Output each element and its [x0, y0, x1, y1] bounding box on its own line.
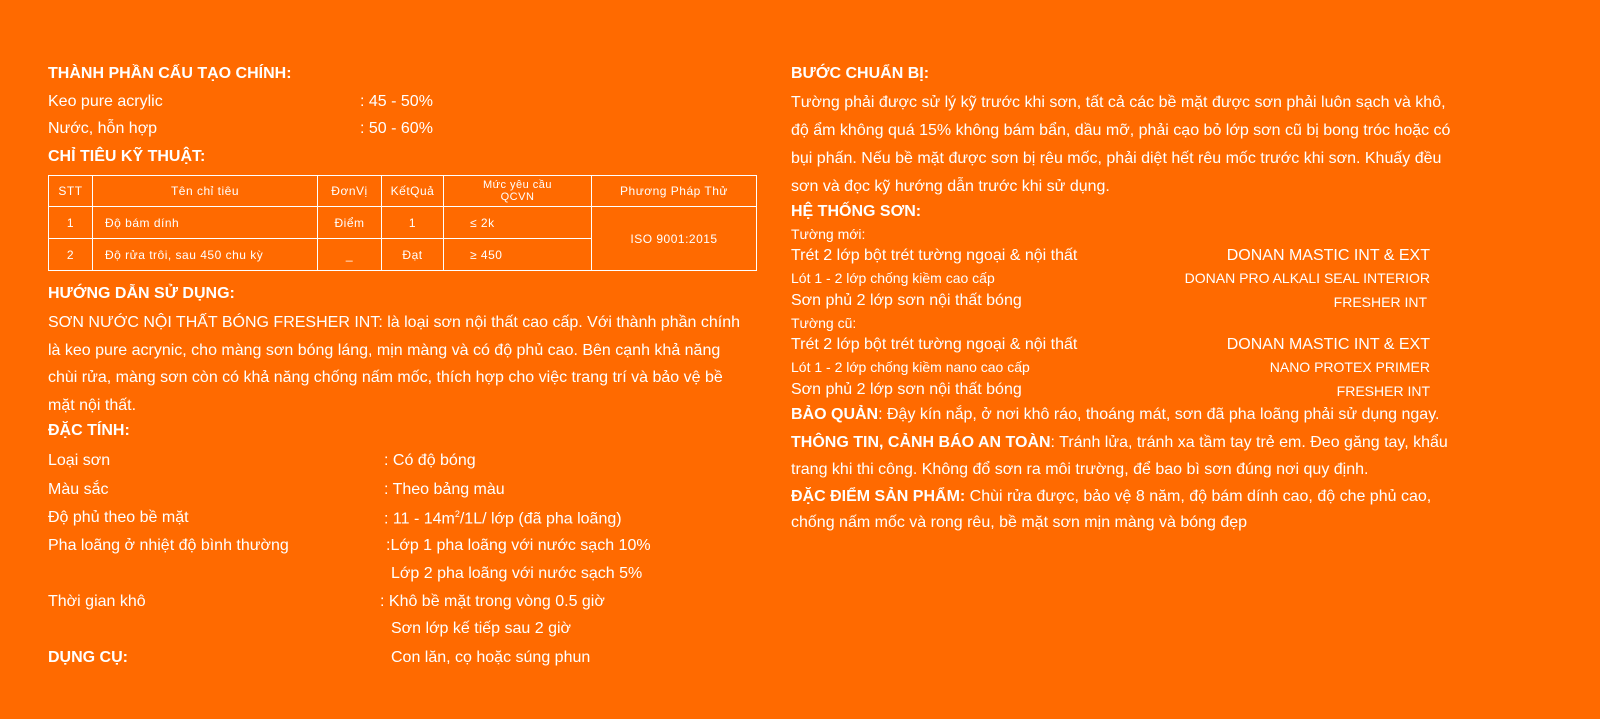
system-title: HỆ THỐNG SƠN:	[791, 203, 922, 220]
cell-unit: Điểm	[318, 207, 382, 239]
table-header-row	[49, 176, 757, 207]
safety-title: THÔNG TIN, CẢNH BÁO AN TOÀN	[791, 434, 1051, 451]
usage-text	[48, 309, 740, 419]
coverage-suffix: /1L/ lớp (đã pha loãng)	[459, 510, 622, 528]
table-row	[49, 207, 757, 239]
header-requirement	[444, 176, 592, 207]
header-requirement-line2: QCVN	[500, 191, 535, 203]
drying-value-2: Sơn lớp kế tiếp sau 2 giờ	[391, 620, 572, 637]
composition-label: Keo pure acrylic	[48, 93, 163, 110]
preparation-line: Tường phải được sử lý kỹ trước khi sơn, tất cả các bề mặt được sơn phải luôn sạch và khô,	[791, 94, 1446, 111]
old-step: Lót 1 - 2 lớp chống kiềm nano cao cấp	[791, 359, 1030, 375]
drying-label: Thời gian khô	[48, 593, 146, 610]
color-label: Màu sắc	[48, 481, 109, 498]
usage-title: HƯỚNG DẪN SỬ DỤNG:	[48, 285, 235, 302]
tools-value: Con lăn, cọ hoặc súng phun	[391, 649, 591, 666]
old-step-product: NANO PROTEX PRIMER	[1269, 359, 1430, 375]
preparation-title: BƯỚC CHUẨN BỊ:	[791, 65, 930, 82]
old-step-product: FRESHER INT	[1336, 383, 1430, 399]
technical-spec-table	[48, 175, 757, 271]
safety-text: : Tránh lửa, tránh xa tầm tay trẻ em. Đeo găng tay, khẩu	[1050, 434, 1448, 451]
cell-name: Độ bám dính	[93, 207, 318, 239]
thinning-value-1: :Lớp 1 pha loãng với nước sạch 10%	[386, 537, 651, 554]
paint-type-value: : Có độ bóng	[384, 452, 476, 469]
thinning-label: Pha loãng ở nhiệt độ bình thường	[48, 537, 289, 554]
storage-line	[791, 406, 1439, 424]
new-step-product: DONAN PRO ALKALI SEAL INTERIOR	[1184, 270, 1430, 286]
cell-stt: 2	[49, 239, 93, 271]
old-wall-label: Tường cũ:	[791, 315, 857, 331]
cell-method: ISO 9001:2015	[592, 207, 757, 271]
new-step-product: FRESHER INT	[1333, 294, 1427, 310]
new-step: Lót 1 - 2 lớp chống kiềm cao cấp	[791, 270, 995, 286]
header-name: Tên chỉ tiêu	[93, 176, 318, 207]
usage-line: SƠN NƯỚC NỘI THẤT BÓNG FRESHER INT: là loại sơn nội thất cao cấp. Với thành phần chính	[48, 314, 740, 331]
composition-label: Nước, hỗn hợp	[48, 120, 158, 137]
header-stt: STT	[49, 176, 93, 207]
features-line	[791, 488, 1431, 506]
preparation-line: sơn và đọc kỹ hướng dẫn trước khi sử dụng.	[791, 178, 1110, 195]
cell-unit: _	[318, 239, 382, 271]
tools-title: DỤNG CỤ:	[48, 649, 128, 666]
preparation-line: độ ẩm không quá 15% không bám bẩn, dầu mỡ, phải cạo bỏ lớp sơn cũ bị bong tróc hoặc có	[791, 122, 1451, 139]
technical-title: CHỈ TIÊU KỸ THUẬT:	[48, 148, 206, 165]
header-requirement-line1: Mức yêu cầu	[482, 179, 553, 191]
storage-text: : Đậy kín nắp, ở nơi khô ráo, thoáng mát, sơn đã pha loãng phải sử dụng ngay.	[878, 406, 1440, 423]
cell-result: Đạt	[382, 239, 444, 271]
features-text: Chùi rửa được, bảo vệ 8 năm, độ bám dính cao, độ che phủ cao,	[965, 488, 1432, 505]
header-result: KếtQuả	[382, 176, 444, 207]
safety-line	[791, 434, 1448, 452]
paint-type-label: Loại sơn	[48, 452, 111, 469]
properties-title: ĐẶC TÍNH:	[48, 422, 130, 439]
header-method: Phương Pháp Thử	[592, 176, 757, 207]
usage-line: mặt nội thất.	[48, 396, 137, 414]
drying-value-1: : Khô bề mặt trong vòng 0.5 giờ	[380, 593, 605, 610]
composition-title: THÀNH PHẦN CẤU TẠO CHÍNH:	[48, 65, 292, 82]
coverage-value	[384, 509, 622, 528]
old-step: Trét 2 lớp bột trét tường ngoại & nội thất	[791, 336, 1078, 353]
coverage-superscript: 2	[454, 509, 460, 519]
new-step: Sơn phủ 2 lớp sơn nội thất bóng	[791, 292, 1022, 309]
usage-line: chùi rửa, màng sơn còn có khả năng chống nấm mốc, thích hợp cho việc trang trí và bảo vệ bề	[48, 369, 723, 386]
usage-line: là keo pure acrynic, cho màng sơn bóng láng, mịn màng và có độ phủ cao. Bên cạnh khả năng	[48, 341, 721, 359]
composition-value: : 45 - 50%	[360, 93, 433, 110]
header-unit: ĐơnVị	[318, 176, 382, 207]
cell-requirement: ≥ 450	[444, 239, 592, 271]
new-step: Trét 2 lớp bột trét tường ngoại & nội thất	[791, 247, 1078, 264]
cell-stt: 1	[49, 207, 93, 239]
composition-value: : 50 - 60%	[360, 120, 433, 137]
cell-result: 1	[382, 207, 444, 239]
coverage-label: Độ phủ theo bề mặt	[48, 509, 189, 526]
new-wall-label: Tường mới:	[791, 226, 866, 242]
old-step: Sơn phủ 2 lớp sơn nội thất bóng	[791, 381, 1022, 398]
preparation-line: bụi phấn. Nếu bề mặt được sơn bị rêu mốc, phải diệt hết rêu mốc trước khi sơn. Khuấy đều	[791, 150, 1442, 167]
features-text-2: chống nấm mốc và rong rêu, bề mặt sơn mịn màng và bóng đẹp	[791, 514, 1248, 531]
preparation-text	[791, 89, 1450, 201]
safety-text-2: trang khi thi công. Không đổ sơn ra môi trường, để bao bì sơn đúng nơi quy định.	[791, 461, 1369, 478]
features-title: ĐẶC ĐIỂM SẢN PHẨM:	[791, 488, 966, 505]
new-step-product: DONAN MASTIC INT & EXT	[1226, 247, 1430, 264]
storage-title: BẢO QUẢN	[791, 406, 879, 423]
color-value: : Theo bảng màu	[384, 481, 505, 498]
cell-requirement: ≤ 2k	[444, 207, 592, 239]
coverage-prefix: : 11 - 14m	[384, 510, 455, 528]
thinning-value-2: Lớp 2 pha loãng với nước sạch 5%	[391, 565, 643, 582]
cell-name: Độ rửa trôi, sau 450 chu kỳ	[93, 239, 318, 271]
old-step-product: DONAN MASTIC INT & EXT	[1226, 336, 1430, 353]
